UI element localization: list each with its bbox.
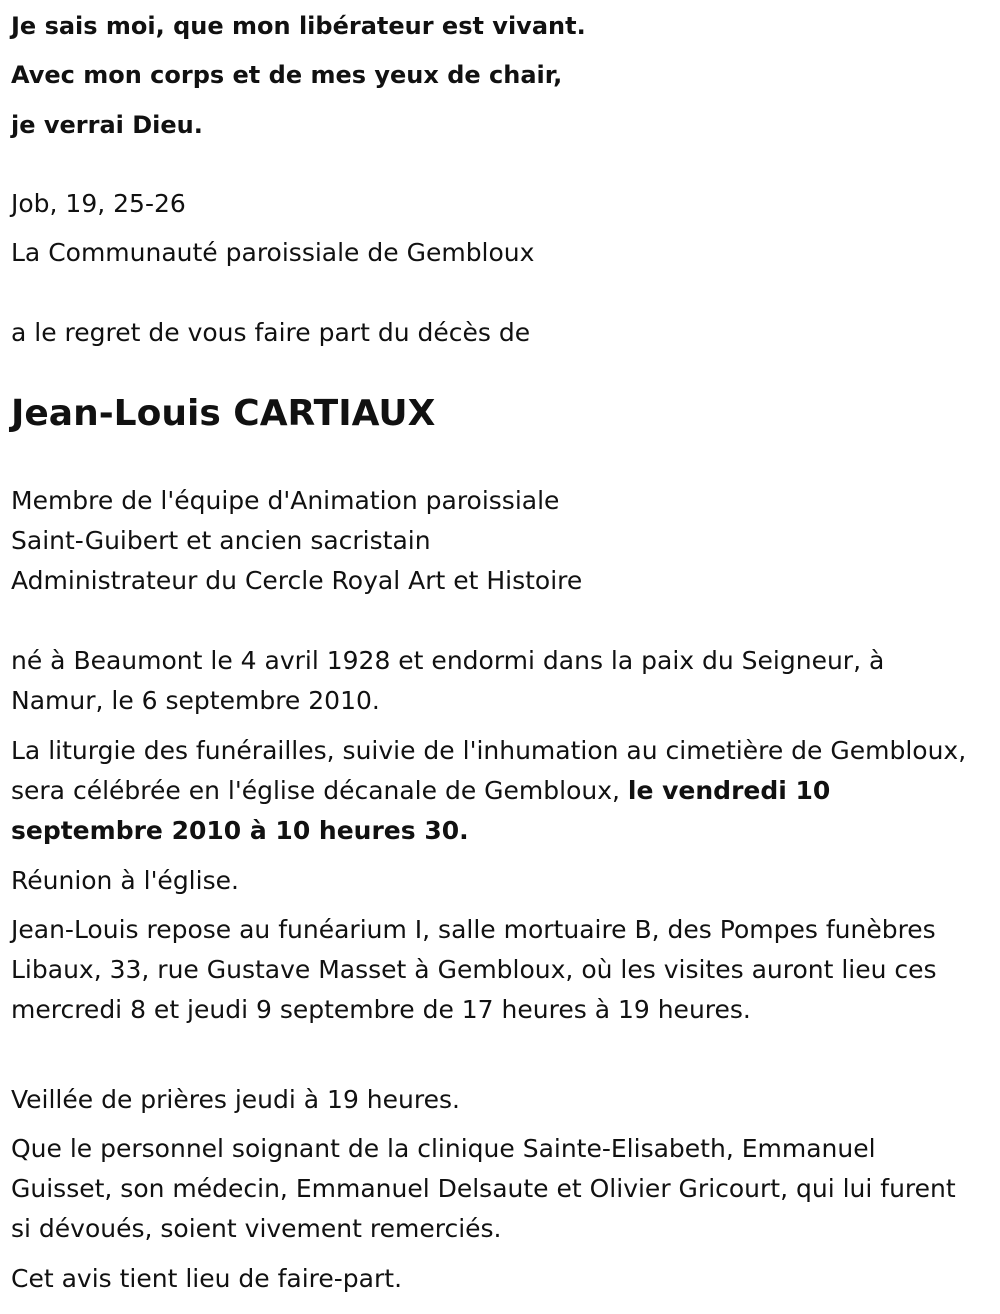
quote-line-1: Je sais moi, que mon libérateur est vivant. — [11, 12, 586, 40]
role-line: Saint-Guibert et ancien sacristain — [11, 526, 431, 555]
quote-line-2: Avec mon corps et de mes yeux de chair, — [11, 61, 563, 89]
bible-reference: Job, 19, 25-26 — [11, 189, 186, 218]
vigil-paragraph: Veillée de prières jeudi à 19 heures. — [11, 1085, 460, 1114]
funeral-date: le vendredi 10 septembre 2010 à 10 heures 30. — [11, 776, 831, 845]
role-line: Administrateur du Cercle Royal Art et Histoire — [11, 566, 583, 595]
birth-death-paragraph: né à Beaumont le 4 avril 1928 et endormi dans la paix du Seigneur, à Namur, le 6 septembre 2010. — [11, 646, 885, 715]
community-name: La Communauté paroissiale de Gembloux — [11, 238, 535, 267]
regret-announcement: a le regret de vous faire part du décès de — [11, 318, 531, 347]
quote-line-3: je verrai Dieu. — [11, 111, 203, 139]
thanks-paragraph: Que le personnel soignant de la clinique Sainte-Elisabeth, Emmanuel Guisset, son médecin, Emmanuel Delsaute et Olivier Gricourt, qui lui furent si dévoués, soient vivement remerciés. — [11, 1134, 956, 1243]
funeral-paragraph — [11, 731, 981, 851]
rest-paragraph: Jean-Louis repose au funéarium I, salle mortuaire B, des Pompes funèbres Libaux, 33, rue Gustave Masset à Gembloux, où les visites auront lieu ces mercredi 8 et jeudi 9 septembre de 17 heures à 19 heures. — [11, 915, 937, 1024]
deceased-name: Jean-Louis CARTIAUX — [11, 393, 436, 434]
funeral-text: La liturgie des funérailles, suivie de l'inhumation au cimetière de Gembloux, sera célébrée en l'église décanale de Gembloux, — [11, 736, 967, 805]
closing-paragraph: Cet avis tient lieu de faire-part. — [11, 1264, 403, 1293]
role-line: Membre de l'équipe d'Animation paroissiale — [11, 486, 560, 515]
meeting-paragraph: Réunion à l'église. — [11, 866, 239, 895]
